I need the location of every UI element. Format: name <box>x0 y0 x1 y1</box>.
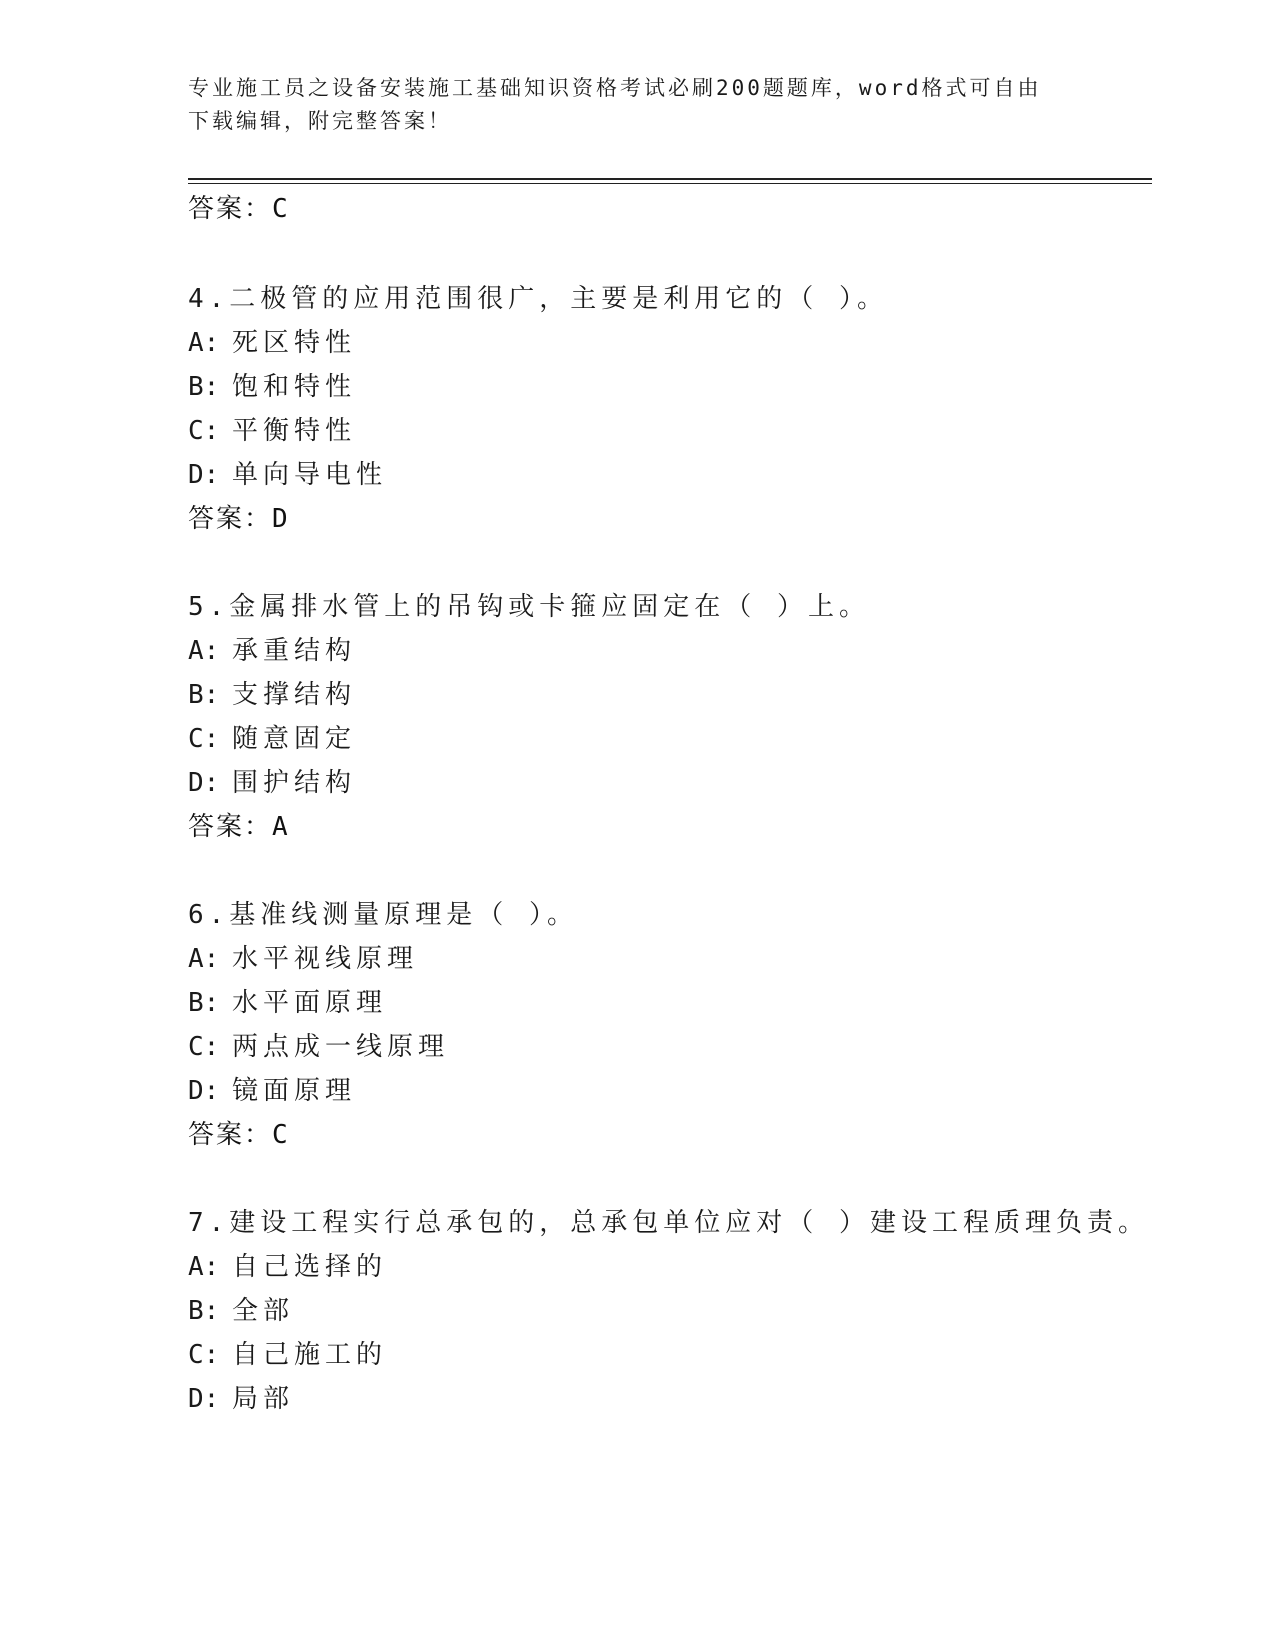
option-key: D: <box>188 768 220 798</box>
question-6-option-c <box>188 1030 449 1064</box>
option-text: 随意固定 <box>232 724 357 754</box>
question-7-option-c <box>188 1338 387 1372</box>
option-text: 单向导电性 <box>232 460 388 490</box>
question-4-option-b <box>188 370 356 404</box>
option-text: 镜面原理 <box>232 1076 357 1106</box>
option-text: 水平视线原理 <box>232 944 419 974</box>
header-line-2: 下载编辑，附完整答案！ <box>188 109 452 133</box>
option-text: 自己选择的 <box>232 1252 388 1282</box>
option-text: 全部 <box>232 1296 295 1326</box>
option-key: B: <box>188 372 220 402</box>
option-key: A: <box>188 944 220 974</box>
question-5-answer: 答案：A <box>188 812 290 842</box>
question-4: 4.二极管的应用范围很广，主要是利用它的（ ）。 <box>188 284 888 314</box>
option-text: 自己施工的 <box>232 1340 388 1370</box>
option-key: D: <box>188 460 220 490</box>
question-6-option-d <box>188 1074 356 1108</box>
question-4-option-d <box>188 458 387 492</box>
question-5-option-b <box>188 678 356 712</box>
question-6: 6.基准线测量原理是（ ）。 <box>188 900 578 930</box>
option-key: A: <box>188 636 220 666</box>
option-text: 两点成一线原理 <box>232 1032 450 1062</box>
header-divider-thin <box>188 183 1152 184</box>
question-7-option-d <box>188 1382 294 1416</box>
header-line-1: 专业施工员之设备安装施工基础知识资格考试必刷200题题库，word格式可自由 <box>188 76 1042 100</box>
option-text: 支撑结构 <box>232 680 357 710</box>
question-6-option-a <box>188 942 418 976</box>
option-text: 围护结构 <box>232 768 357 798</box>
option-key: B: <box>188 988 220 1018</box>
question-4-answer: 答案：D <box>188 504 290 534</box>
header-divider-thick <box>188 178 1152 180</box>
option-text: 承重结构 <box>232 636 357 666</box>
option-key: B: <box>188 1296 220 1326</box>
option-text: 饱和特性 <box>232 372 357 402</box>
option-key: C: <box>188 1340 220 1370</box>
question-5-option-a <box>188 634 356 668</box>
question-4-option-c <box>188 414 356 448</box>
question-7-option-a <box>188 1250 387 1284</box>
document-header <box>188 72 1068 138</box>
option-key: C: <box>188 724 220 754</box>
option-text: 死区特性 <box>232 328 357 358</box>
question-5-option-d <box>188 766 356 800</box>
option-key: A: <box>188 1252 220 1282</box>
answer-previous: 答案：C <box>188 194 290 224</box>
option-key: B: <box>188 680 220 710</box>
question-4-option-a <box>188 326 356 360</box>
option-key: C: <box>188 1032 220 1062</box>
question-6-option-b <box>188 986 387 1020</box>
option-text: 水平面原理 <box>232 988 388 1018</box>
option-key: C: <box>188 416 220 446</box>
question-7-option-b <box>188 1294 294 1328</box>
option-key: A: <box>188 328 220 358</box>
question-5-option-c <box>188 722 356 756</box>
option-text: 局部 <box>232 1384 295 1414</box>
option-key: D: <box>188 1384 220 1414</box>
question-5: 5.金属排水管上的吊钩或卡箍应固定在（ ）上。 <box>188 592 870 622</box>
question-6-answer: 答案：C <box>188 1120 290 1150</box>
option-key: D: <box>188 1076 220 1106</box>
question-7: 7.建设工程实行总承包的，总承包单位应对（ ）建设工程质理负责。 <box>188 1208 1149 1238</box>
option-text: 平衡特性 <box>232 416 357 446</box>
